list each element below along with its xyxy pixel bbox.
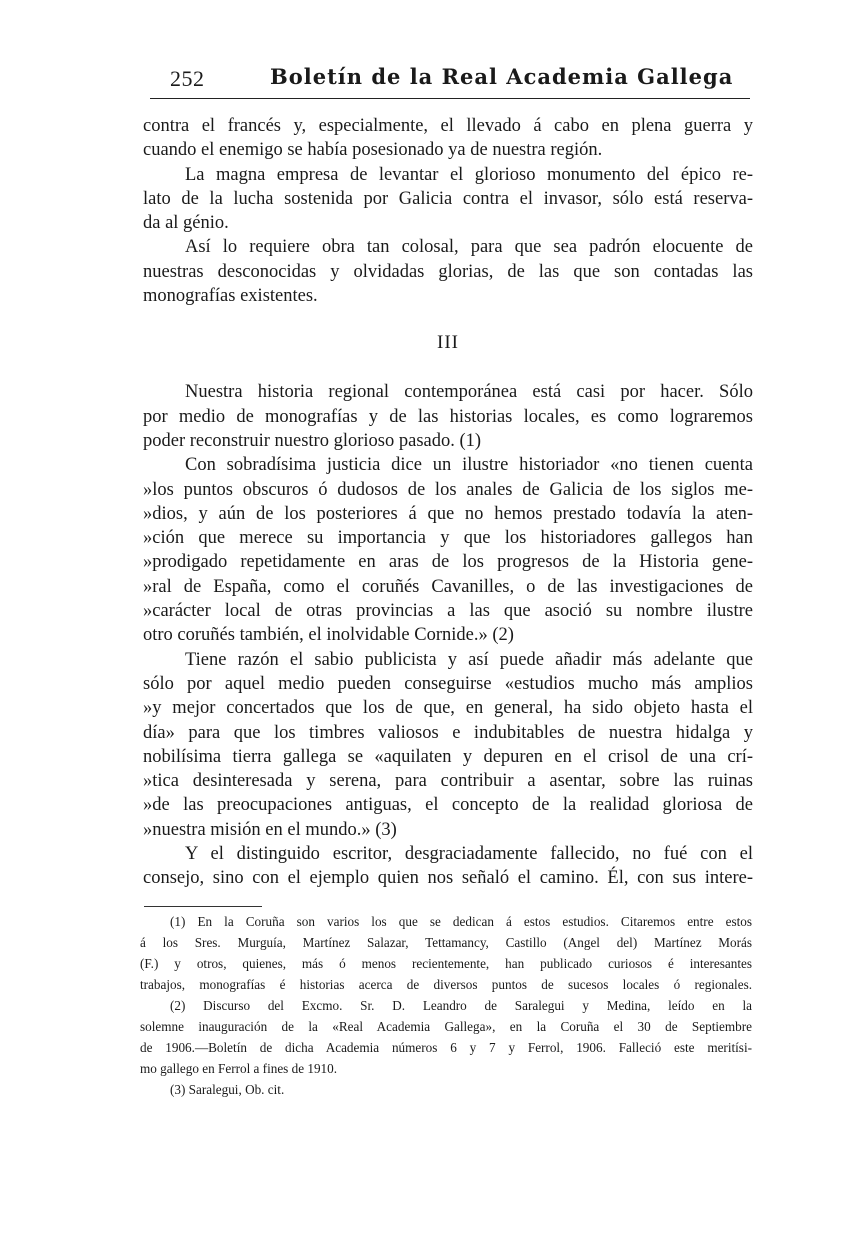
footnote-line: trabajos, monografías é historias acerca de diversos puntos de sucesos locales ó regionales. xyxy=(140,977,752,992)
paragraph-3 xyxy=(143,235,753,308)
text-line: Nuestra historia regional contemporánea está casi por hacer. Sólo xyxy=(185,382,753,403)
paragraph-7 xyxy=(143,842,753,891)
footnote-rule xyxy=(144,906,262,907)
paragraph-2 xyxy=(143,163,753,236)
paragraph-1 xyxy=(143,114,753,163)
text-line: »ción que merece su importancia y que los historiadores gallegos han xyxy=(143,528,753,549)
text-line: sólo por aquel medio pueden conseguirse «estudios mucho más amplios xyxy=(143,673,753,694)
footnote-3 xyxy=(140,1079,752,1100)
footnote-line: á los Sres. Murguía, Martínez Salazar, Tettamancy, Castillo (Angel del) Martínez Morás xyxy=(140,935,752,950)
paragraph-4 xyxy=(143,380,753,453)
text-line: Y el distinguido escritor, desgraciadamente fallecido, no fué con el xyxy=(185,844,753,865)
text-line: Tiene razón el sabio publicista y así puede añadir más adelante que xyxy=(185,649,753,670)
footnote-2 xyxy=(140,995,752,1079)
text-line: »dios, y aún de los posteriores á que no hemos prestado todavía la aten- xyxy=(143,503,753,524)
text-line: »tica desinteresada y serena, para contribuir a asentar, sobre las ruinas xyxy=(143,771,753,792)
text-line: La magna empresa de levantar el glorioso monumento del épico re- xyxy=(185,164,753,185)
text-line: poder reconstruir nuestro glorioso pasado. (1) xyxy=(143,430,482,451)
text-line: Así lo requiere obra tan colosal, para que sea padrón elocuente de xyxy=(185,237,753,258)
text-line: »nuestra misión en el mundo.» (3) xyxy=(143,819,397,840)
text-line: monografías existentes. xyxy=(143,286,318,307)
footnote-line: (F.) y otros, quienes, más ó menos recientemente, han publicado curiosos é interesantes xyxy=(140,956,752,971)
text-line: »prodigado repetidamente en aras de los progresos de la Historia gene- xyxy=(143,552,753,573)
paragraph-6 xyxy=(143,648,753,842)
text-line: lato de la lucha sostenida por Galicia contra el invasor, sólo está reserva- xyxy=(143,188,753,209)
text-line: »de las preocupaciones antiguas, el concepto de la realidad gloriosa de xyxy=(143,795,753,816)
paragraph-5 xyxy=(143,453,753,647)
text-line: por medio de monografías y de las historias locales, es como lograremos xyxy=(143,406,753,427)
text-line: cuando el enemigo se había posesionado ya de nuestra región. xyxy=(143,140,603,161)
section-heading: III xyxy=(437,332,459,354)
page-number: 252 xyxy=(170,66,205,91)
main-text xyxy=(143,114,753,891)
text-line: »carácter local de otras provincias a las que asoció su nombre ilustre xyxy=(143,601,753,622)
footnote-line: (3) Saralegui, Ob. cit. xyxy=(170,1082,285,1097)
text-line: »y mejor concertados que los de que, en general, ha sido objeto hasta el xyxy=(143,698,753,719)
footnote-line: solemne inauguración de la «Real Academia Gallega», en la Coruña el 30 de Septiembre xyxy=(140,1019,752,1034)
text-line: contra el francés y, especialmente, el llevado á cabo en plena guerra y xyxy=(143,116,753,136)
text-line: »ral de España, como el coruñés Cavanilles, o de las investigaciones de xyxy=(143,576,753,597)
text-line: consejo, sino con el ejemplo quien nos señaló el camino. Él, con sus intere- xyxy=(143,868,753,889)
footnote-1 xyxy=(140,911,752,995)
running-title: Boletín de la Real Academia Gallega xyxy=(270,64,734,89)
text-line: nuestras desconocidas y olvidadas glorias, de las que son contadas las xyxy=(143,261,753,282)
text-line: día» para que los timbres valiosos e indubitables de nuestra hidalga y xyxy=(143,722,753,743)
text-line: nobilísima tierra gallega se «aquilaten y depuren en el crisol de una crí- xyxy=(143,746,753,767)
text-line: »los puntos obscuros ó dudosos de los anales de Galicia de los siglos me- xyxy=(143,479,753,500)
text-line: Con sobradísima justicia dice un ilustre historiador «no tienen cuenta xyxy=(185,455,753,476)
text-line: da al génio. xyxy=(143,213,229,234)
text-line: otro coruñés también, el inolvidable Cornide.» (2) xyxy=(143,625,514,646)
page-header xyxy=(150,62,750,99)
footnote-line: de 1906.—Boletín de dicha Academia números 6 y 7 y Ferrol, 1906. Falleció este meritísi- xyxy=(140,1040,752,1055)
footnotes xyxy=(140,906,752,1100)
footnote-line: (1) En la Coruña son varios los que se dedican á estos estudios. Citaremos entre estos xyxy=(170,914,752,929)
footnote-line: mo gallego en Ferrol a fines de 1910. xyxy=(140,1061,338,1076)
footnote-line: (2) Discurso del Excmo. Sr. D. Leandro de Saralegui y Medina, leído en la xyxy=(170,998,752,1013)
